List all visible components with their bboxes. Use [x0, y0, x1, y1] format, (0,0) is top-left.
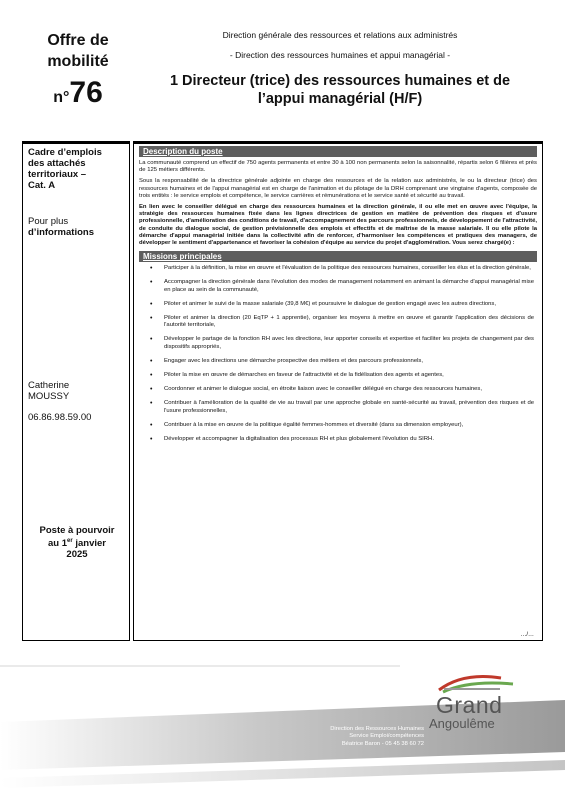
- list-item: • Piloter la mise en œuvre de démarches en faveur de l'attractivité et de la fidélisation des agents et agentes,: [139, 372, 537, 379]
- cadre-line: Cat. A: [28, 180, 56, 191]
- info-sidebar: [22, 141, 130, 641]
- list-item: • Engager avec les directions une démarche prospective des métiers et des parcours professionnels,: [139, 358, 537, 365]
- job-title-line1: 1 Directeur (trice) des ressources humaines et de: [169, 73, 511, 89]
- offer-number-value: 76: [69, 76, 103, 109]
- offer-header: [28, 30, 128, 110]
- poste-line: Poste à pourvoir: [39, 525, 115, 536]
- logo-text-angouleme: Angoulême: [429, 716, 495, 731]
- list-item: • Développer et accompagner la digitalisation des processus RH et plus globalement l'évolution du SIRH.: [139, 436, 537, 443]
- contact-first-name: Catherine: [28, 380, 70, 391]
- missions-heading-text: Missions principales: [143, 252, 222, 262]
- list-item: • Accompagner la direction générale dans l'évolution des modes de management notamment en animant la démarche d'appui managérial mise en place au sein de la communauté,: [139, 279, 537, 293]
- list-item: • Contribuer à la mise en œuvre de la politique égalité femmes-hommes et diversité (dans sa dimension employeur),: [139, 422, 537, 429]
- cadre-line: des attachés: [28, 158, 86, 169]
- sub-direction-name: - Direction des ressources humaines et appui managérial -: [229, 50, 451, 60]
- description-heading: [139, 146, 537, 157]
- description-paragraph: Sous la responsabilité de la directrice générale adjointe en charge des ressources et de la relation aux administrés, le ou la directeur (trice) des ressources humaines et de l'appui managérial est en charge de l'animation et du pilotage de la DRH comprenant une vingtaine d'agents, composée de trois entités : le service emplois et compétence, le service carrières et rémunérations et le service santé et sécurité au travail.: [139, 178, 537, 199]
- missions-list: [139, 265, 537, 443]
- description-heading-text: Description du poste: [143, 147, 223, 156]
- main-content: [133, 141, 543, 641]
- list-item: • Développer le partage de la fonction RH avec les directions, leur apporter conseils et expertise et faciliter les projets de changement par des dispositifs appropriés,: [139, 336, 537, 350]
- offer-number-prefix: n°: [53, 89, 70, 106]
- job-title: [140, 72, 540, 108]
- grand-angouleme-logo: [423, 668, 523, 738]
- continued-marker: …/…: [520, 632, 534, 638]
- logo-bar: [444, 688, 500, 690]
- list-item: • Coordonner et animer le dialogue social, en étroite liaison avec le conseiller délégué en charge des ressources humaines,: [139, 386, 537, 393]
- description-paragraph: En lien avec le conseiller délégué en charge des ressources humaines et la direction générale, il ou elle met en œuvre avec l'équipe, la stratégie des ressources humaines fixée dans les lignes directrices de gestion en matière de prévention des risques et d'usure professionnelle, d'amélioration des conditions de travail, d'accompagnement des parcours professionnels, de développement de l'attractivité, de conduite du dialogue social, de gestion prévisionnelle des emplois et effectifs et de maîtrise de la masse salariale. Il ou elle pilote la démarche d'appui managérial initiée dans la collectivité afin de renforcer, d'harmoniser les compétences et pratiques des managers, de développer le sentiment d'appartenance et favoriser la cohésion d'équipe au service du projet d'agglomération. Vous serez chargé(e) :: [139, 204, 537, 247]
- logo-text-grand: Grand: [436, 692, 503, 718]
- offer-label: Offre de: [47, 32, 109, 49]
- more-info: [28, 216, 126, 238]
- direction-name: Direction générale des ressources et relations aux administrés: [222, 30, 458, 40]
- direction-header: [140, 30, 540, 108]
- list-item: • Piloter et animer la direction (20 EqTP + 1 apprentie), organiser les moyens à mettre en œuvre et garantir l'application des décisions de l'autorité territoriale,: [139, 315, 537, 329]
- more-info-line: d’informations: [28, 227, 94, 238]
- footer-line: Service Emploi/compétences: [349, 733, 424, 740]
- cadre-emplois: [28, 147, 126, 191]
- mobility-label: mobilité: [47, 53, 109, 70]
- cadre-line: territoriaux –: [28, 169, 87, 180]
- footer-contact: [282, 726, 424, 748]
- job-title-line2: l’appui managérial (H/F): [257, 91, 423, 107]
- poste-text: janvier: [72, 538, 106, 550]
- list-item: • Piloter et animer le suivi de la masse salariale (39,8 M€) et poursuivre le dialogue de gestion engagé avec les autres directions,: [139, 301, 537, 308]
- contact-phone: 06.86.98.59.00: [28, 412, 92, 423]
- footer-line: Béatrice Baron - 05 45 38 60 72: [341, 740, 424, 747]
- contact: [28, 380, 126, 423]
- list-item: • Participer à la définition, la mise en œuvre et l'évaluation de la politique des ressources humaines, conseiller les élus et la direction générale,: [139, 265, 537, 272]
- poste-date: [27, 525, 127, 560]
- more-info-line: Pour plus: [28, 216, 69, 227]
- cadre-line: Cadre d’emplois: [28, 147, 102, 158]
- poste-superscript: er: [67, 538, 73, 544]
- poste-line: [27, 536, 127, 549]
- poste-year: 2025: [66, 549, 88, 561]
- footer-line: Direction des Ressources Humaines: [330, 726, 424, 732]
- description-paragraph: La communauté comprend un effectif de 750 agents permanents et entre 30 à 100 non permanents selon la saisonnalité, répartis selon 6 filières et près de 125 métiers différents.: [139, 160, 537, 174]
- offer-number: [28, 76, 128, 110]
- contact-last-name: MOUSSY: [28, 391, 70, 402]
- missions-heading: [139, 251, 537, 262]
- poste-text: au 1: [48, 538, 68, 550]
- list-item: • Contribuer à l'amélioration de la qualité de vie au travail par une approche globale en santé-sécurité au travail, prévention des risques et de l'usure professionnelles,: [139, 400, 537, 414]
